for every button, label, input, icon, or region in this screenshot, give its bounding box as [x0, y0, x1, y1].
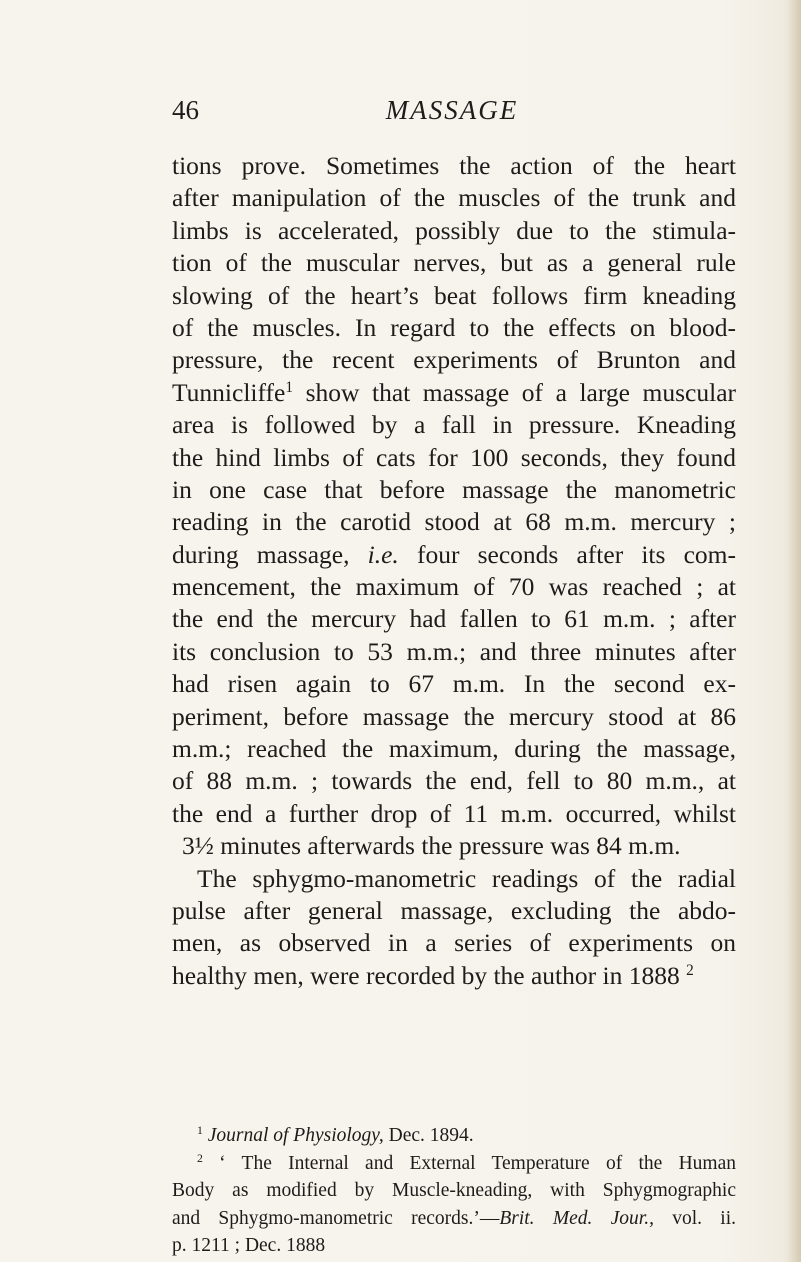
footnote-mark-2: 2: [197, 1151, 203, 1165]
text-line: after manipulation of the muscles of the trunk and: [172, 183, 736, 213]
text-fragment: vol. ii.: [672, 1207, 737, 1229]
text-line: tions prove. Sometimes the action of the heart: [172, 151, 736, 180]
footnote-ref-2: 2: [686, 961, 694, 979]
footnote-journal-abbrev: Brit. Med. Jour.,: [499, 1207, 654, 1229]
text-line: in one case that before massage the manometric: [172, 474, 736, 504]
footnote-2-line: [172, 1205, 736, 1233]
page-edge-shadow: [787, 0, 801, 1262]
running-title: MASSAGE: [385, 95, 519, 125]
text-line: periment, before massage the mercury stood at 86: [172, 701, 736, 731]
running-head: [172, 95, 732, 135]
page-number: 46: [172, 95, 199, 125]
body-text: [172, 150, 736, 992]
text-line: of 88 m.m. ; towards the end, fell to 80 m.m., at: [172, 766, 736, 796]
text-line: the hind limbs of cats for 100 seconds, they found: [172, 442, 736, 472]
text-fragment: four seconds after its com-: [416, 539, 736, 569]
text-fragment: Tunnicliffe: [172, 377, 286, 407]
footnotes: [172, 1122, 736, 1260]
text-line: reading in the carotid stood at 68 m.m. mercury ;: [172, 507, 736, 537]
text-line: area is followed by a fall in pressure. Kneading: [172, 410, 736, 440]
text-line: the end a further drop of 11 m.m. occurred, whilst: [172, 798, 736, 828]
text-line: had risen again to 67 m.m. In the second ex-: [172, 669, 736, 699]
text-line: [172, 960, 736, 992]
text-line: slowing of the heart’s beat follows firm kneading: [172, 280, 736, 310]
text-fragment: healthy men, were recorded by the author in 1888: [172, 960, 680, 990]
footnote-journal-title: Journal of Physiology,: [207, 1125, 384, 1146]
text-line: pressure, the recent experiments of Brunton and: [172, 345, 736, 375]
footnote-2-line: Body as modified by Muscle-kneading, with Sphygmographic: [172, 1180, 736, 1201]
text-line: [172, 377, 736, 409]
italic-abbrev: i.e.: [367, 539, 399, 569]
footnote-mark-1: 1: [197, 1123, 203, 1137]
text-line: tion of the muscular nerves, but as a general rule: [172, 248, 736, 278]
text-line: pulse after general massage, excluding the abdo-: [172, 895, 736, 925]
text-line: m.m.; reached the maximum, during the massage,: [172, 734, 736, 764]
footnote-date: Dec. 1894.: [388, 1125, 474, 1146]
text-line: the end the mercury had fallen to 61 m.m. ; after: [172, 604, 736, 634]
text-line: of the muscles. In regard to the effects on blood-: [172, 312, 736, 342]
text-line: men, as observed in a series of experiments on: [172, 928, 736, 958]
footnote-2-line: [172, 1150, 736, 1178]
footnote-2-line: p. 1211 ; Dec. 1888: [172, 1235, 326, 1256]
text-line: mencement, the maximum of 70 was reached ; at: [172, 572, 736, 602]
text-fragment: show that massage of a large muscular: [305, 377, 737, 407]
footnote-1: [172, 1122, 736, 1150]
text-line: [172, 539, 736, 571]
text-line: its conclusion to 53 m.m.; and three minutes after: [172, 636, 736, 666]
text-fragment: and Sphygmo-manometric records.’—: [172, 1207, 500, 1229]
text-line: limbs is accelerated, possibly due to the stimula-: [172, 215, 736, 245]
footnote-ref-1: 1: [285, 378, 293, 396]
text-line: 3½ minutes afterwards the pressure was 84 m.m.: [182, 831, 681, 861]
text-fragment: ‘ The Internal and External Temperature of the Human: [219, 1152, 736, 1174]
text-line: The sphygmo-manometric readings of the radial: [197, 863, 736, 893]
text-fragment: during massage,: [172, 539, 350, 569]
